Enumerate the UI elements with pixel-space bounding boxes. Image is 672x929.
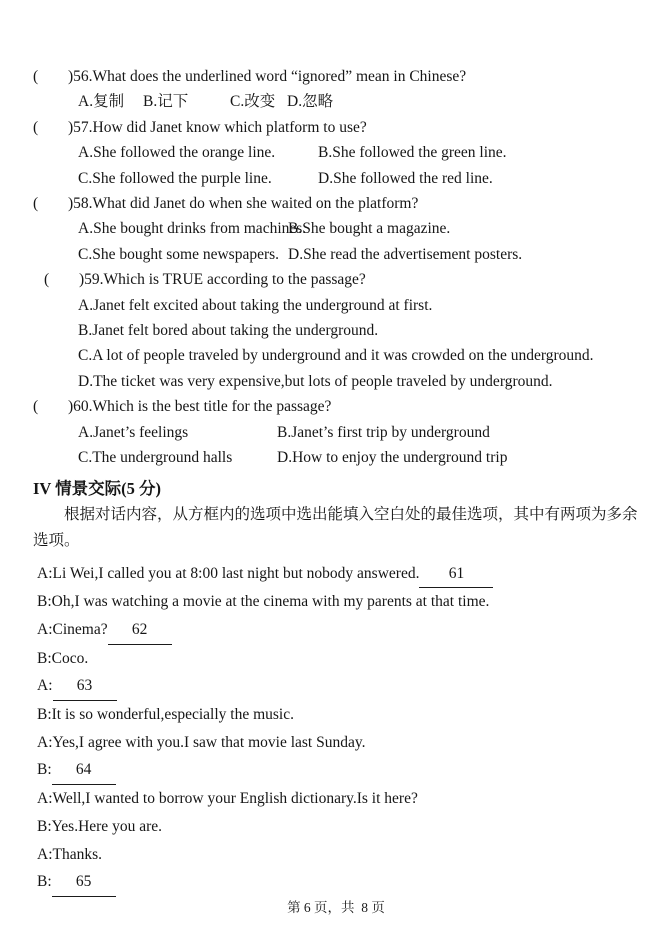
dialogue-text: B: [37,873,52,891]
dialogue-text: B:Oh,I was watching a movie at the cinema with my parents at that time. [37,593,490,611]
options-row [33,420,648,445]
dialogue-text: B:It is so wonderful,especially the music. [37,706,294,724]
dialogue-text: B:Coco. [37,649,89,667]
option-d: D.忽略 [287,93,334,111]
dialogue-text: A: [37,677,53,695]
option-a: A.Janet felt excited about taking the underground at first. [78,296,433,314]
dialogue-text: B:Yes.Here you are. [37,817,162,835]
question-56 [33,64,648,115]
blank-65: 65 [52,868,116,897]
options-row [33,369,648,394]
question-58 [33,191,648,267]
option-d: D.She followed the red line. [318,169,493,187]
answer-bracket: ( [33,68,39,85]
blank-62: 62 [108,616,172,645]
option-d: D.How to enjoy the underground trip [277,449,508,467]
dialogue-line [37,645,648,673]
section-instruction-line2: 选项。 [33,531,80,549]
question-stem-line [33,394,648,419]
question-stem-line [33,115,648,140]
dialogue-text: B: [37,761,52,779]
dialogue-text: A:Yes,I agree with you.I saw that movie last Sunday. [37,733,366,751]
option-d: D.She read the advertisement posters. [288,245,523,263]
option-b: B.She followed the green line. [318,144,507,162]
dialogue-block [33,560,648,897]
option-c: C.She followed the purple line. [78,169,272,187]
dialogue-text: A:Li Wei,I called you at 8:00 last night but nobody answered. [37,564,420,582]
option-c: C.She bought some newspapers. [78,245,280,263]
option-a: A.She bought drinks from machines. [78,220,307,238]
dialogue-line [37,560,648,589]
question-stem-line [33,64,648,89]
question-59 [33,267,648,394]
option-a: A.She followed the orange line. [78,144,276,162]
answer-bracket: ( [33,195,39,213]
dialogue-line [37,841,648,869]
page-footer: 第 6 页，共 8 页 [287,900,385,915]
section-title: IV 情景交际(5 分) [33,478,162,498]
dialogue-line [37,813,648,841]
question-stem: )59.Which is TRUE according to the passage? [79,271,366,289]
option-c: C.改变 [230,93,276,111]
section-instruction-line1: 根据对话内容，从方框内的选项中选出能填入空白处的最佳选项，其中有两项为多余 [64,505,638,523]
option-a: A.Janet’s feelings [78,423,189,441]
option-a: A.复制 [78,93,125,111]
dialogue-line [37,756,648,785]
question-stem-line [33,191,648,216]
question-stem: )56.What does the underlined word “ignored” mean in Chinese? [68,68,467,85]
question-stem: )60.Which is the best title for the passage? [68,398,332,416]
dialogue-text: A:Cinema? [37,620,108,638]
option-b: B.Janet felt bored about taking the underground. [78,322,379,340]
options-row [33,445,648,470]
options-row [33,293,648,318]
options-row [33,242,648,267]
dialogue-text: A:Thanks. [37,845,103,863]
option-b: B.Janet’s first trip by underground [277,423,490,441]
options-row [33,343,648,368]
option-b: B.记下 [143,93,189,111]
dialogue-line [37,588,648,616]
option-c: C.A lot of people traveled by underground and it was crowded on the underground. [78,347,594,365]
options-row [33,166,648,191]
option-d: D.The ticket was very expensive,but lots of people traveled by underground. [78,372,553,390]
answer-bracket: ( [33,398,39,416]
question-60 [33,394,648,470]
blank-61: 61 [419,560,493,589]
question-stem: )57.How did Janet know which platform to use? [68,118,367,136]
options-row [33,216,648,241]
dialogue-line [37,785,648,813]
options-row [33,89,648,114]
answer-bracket: ( [44,271,50,289]
question-stem: )58.What did Janet do when she waited on the platform? [68,195,419,213]
dialogue-line [37,701,648,729]
dialogue-line [37,868,648,897]
question-stem-line [33,267,648,292]
answer-bracket: ( [33,118,39,136]
question-57 [33,115,648,191]
dialogue-line [37,616,648,645]
dialogue-text: A:Well,I wanted to borrow your English dictionary.Is it here? [37,790,418,808]
blank-64: 64 [52,756,116,785]
dialogue-line [37,672,648,701]
option-c: C.The underground halls [78,449,233,467]
dialogue-line [37,729,648,757]
option-b: B.She bought a magazine. [288,220,451,238]
options-row [33,140,648,165]
options-row [33,318,648,343]
blank-63: 63 [53,672,117,701]
